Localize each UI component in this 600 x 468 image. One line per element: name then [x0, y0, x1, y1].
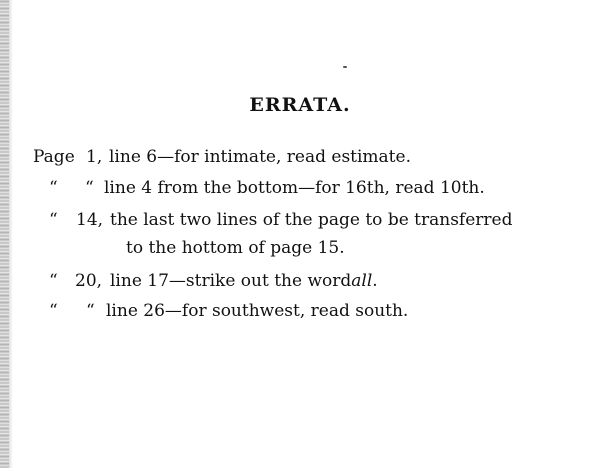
entry-continuation-text: to the hottom of page 15. [126, 238, 345, 258]
entry-ref: “ [85, 178, 94, 198]
entry-text: the last two lines of the page to be transferred [110, 210, 513, 230]
entry-text: line 4 from the bottom—for 16th, read 10th. [104, 178, 485, 198]
errata-entry [0, 303, 600, 323]
page-binding-edge [0, 0, 9, 468]
entry-ref: 14, [76, 210, 104, 230]
entry-text-after: . [372, 271, 378, 291]
entry-ref: 20, [75, 271, 103, 291]
entry-prefix: “ [49, 301, 58, 321]
entry-prefix: Page [33, 147, 75, 167]
errata-entry [0, 273, 600, 293]
entry-prefix: “ [49, 210, 58, 230]
entry-text [110, 273, 378, 290]
entry-ref: 1, [86, 147, 103, 167]
errata-entry-continuation [0, 240, 600, 260]
errata-entry [0, 212, 600, 232]
entry-prefix: “ [49, 178, 58, 198]
entry-text: line 26—for southwest, read south. [106, 301, 409, 321]
errata-entry [0, 180, 600, 200]
page-binding-shadow [9, 0, 13, 468]
ink-speck [343, 66, 347, 68]
entry-text-before: line 17—strike out the word [110, 271, 352, 291]
errata-title: ERRATA. [249, 94, 351, 116]
errata-entry [0, 149, 600, 169]
entry-text-italic: all [351, 271, 373, 291]
entry-text: line 6—for intimate, read estimate. [109, 147, 411, 167]
entry-prefix: “ [49, 271, 58, 291]
entry-ref: “ [86, 301, 95, 321]
